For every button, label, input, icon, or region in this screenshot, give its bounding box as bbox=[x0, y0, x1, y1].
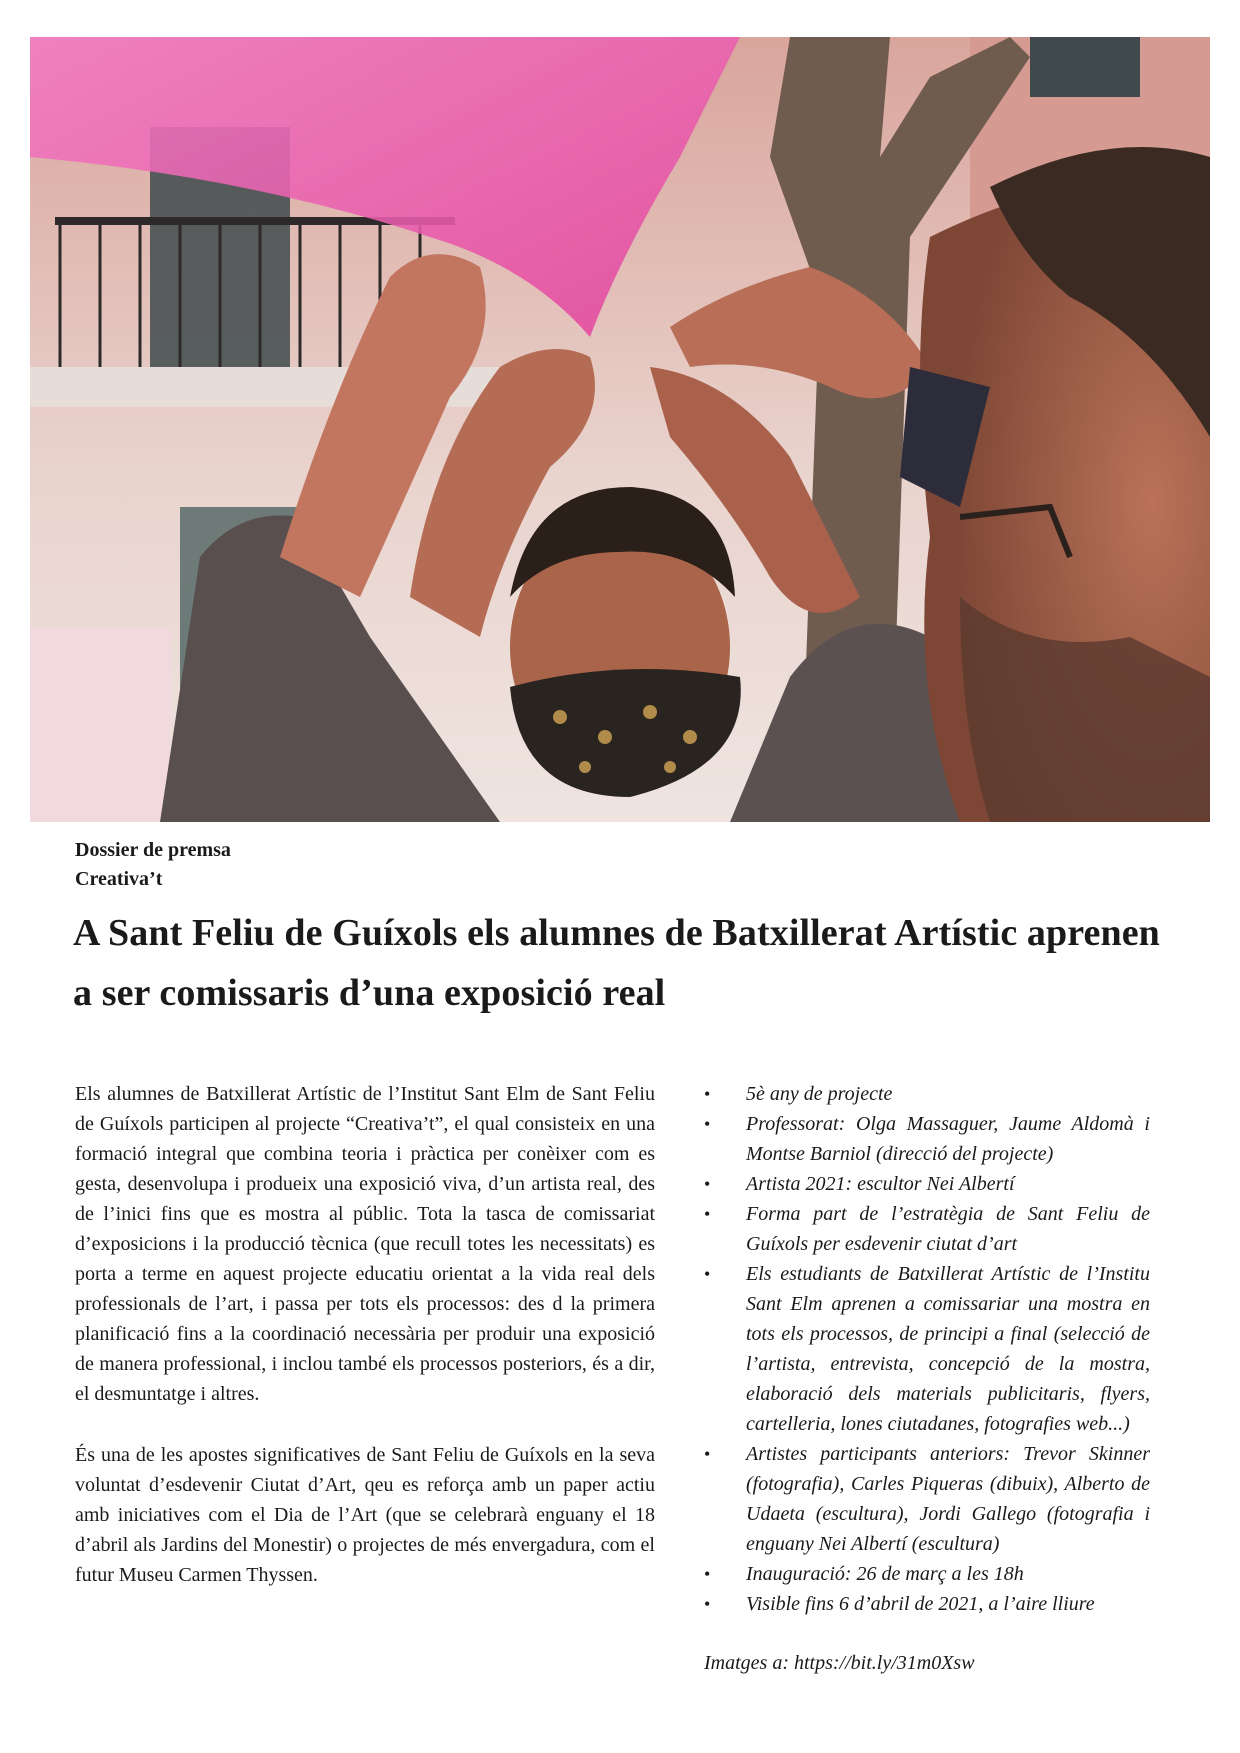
body-paragraph: És una de les apostes significatives de Sant Feliu de Guíxols en la seva voluntat d’esdevenir Ciutat d’Art, qeu es reforça amb un paper actiu amb iniciatives com el Dia de l’Art (que se celebrarà enguany el 18 d’abril als Jardins del Monestir) o projectes de més envergadura, com el futur Museu Carmen Thyssen. bbox=[75, 1444, 655, 1586]
kicker-label: Dossier de premsa bbox=[75, 839, 231, 861]
project-name: Creativa’t bbox=[75, 868, 163, 890]
body-text bbox=[75, 1079, 655, 1621]
fact-sidebar bbox=[700, 1079, 1150, 1678]
bullet-icon: • bbox=[704, 1174, 711, 1194]
body-paragraph: Els alumnes de Batxillerat Artístic de l’Institut Sant Elm de Sant Feliu de Guíxols participen al projecte “Creativa’t”, el qual consisteix en una formació integral que combina teoria i pràctica per conèixer com es gesta, desenvolupa i produeix una exposició viva, d’un artista real, des de l’inici fins que es mostra al públic. Tota la tasca de comissariat d’exposicions i la producció tècnica (que recull totes les necessitats) es porta a terme en aquest projecte educatiu orientat a la vida real dels professionals de l’art, i passa per tots els processos: des d la primera planificació fins a la coordinació necessària per produir una exposició de manera professional, i inclou també els processos posteriors, és a dir, el desmuntatge i altres. bbox=[75, 1083, 655, 1405]
fact-item bbox=[700, 1079, 1150, 1109]
fact-item bbox=[700, 1109, 1150, 1169]
fact-item bbox=[700, 1589, 1150, 1619]
fact-text: Els estudiants de Batxillerat Artístic de l’Institu Sant Elm aprenen a comissariar una mostra en tots els processos, de principi a final (selecció de l’artista, entrevista, concepció de la mostra, elaboració dels materials publicitaris, flyers, cartelleria, lones ciutadanes, fotografies web...) bbox=[746, 1263, 1150, 1435]
images-link[interactable]: Imatges a: https://bit.ly/31m0Xsw bbox=[704, 1652, 975, 1674]
bullet-icon: • bbox=[704, 1264, 711, 1284]
hero-photo-illustration bbox=[30, 37, 1210, 822]
fact-text: 5è any de projecte bbox=[746, 1083, 893, 1105]
fact-item bbox=[700, 1199, 1150, 1259]
fact-text: Artistes participants anteriors: Trevor Skinner (fotografia), Carles Piqueras (dibuix), Alberto de Udaeta (escultura), Jordi Gallego (fotografia i enguany Nei Albertí (escultura) bbox=[746, 1443, 1150, 1555]
fact-text: Visible fins 6 d’abril de 2021, a l’aire lliure bbox=[746, 1593, 1095, 1615]
fact-item bbox=[700, 1169, 1150, 1199]
fact-item bbox=[700, 1259, 1150, 1439]
bullet-icon: • bbox=[704, 1204, 711, 1224]
bullet-icon: • bbox=[704, 1444, 711, 1464]
bullet-icon: • bbox=[704, 1594, 711, 1614]
fact-item bbox=[700, 1559, 1150, 1589]
bullet-icon: • bbox=[704, 1114, 711, 1134]
fact-item bbox=[700, 1439, 1150, 1559]
bullet-icon: • bbox=[704, 1084, 711, 1104]
fact-text: Inauguració: 26 de març a les 18h bbox=[746, 1563, 1024, 1585]
fact-text: Artista 2021: escultor Nei Albertí bbox=[746, 1173, 1015, 1195]
fact-text: Forma part de l’estratègia de Sant Feliu de Guíxols per esdevenir ciutat d’art bbox=[746, 1203, 1150, 1255]
fact-text: Professorat: Olga Massaguer, Jaume Aldomà i Montse Barniol (direcció del projecte) bbox=[746, 1113, 1150, 1165]
page-title: A Sant Feliu de Guíxols els alumnes de Batxillerat Artístic aprenen a ser comissaris d’una exposició real bbox=[73, 912, 1160, 1014]
fact-list bbox=[700, 1079, 1150, 1619]
bullet-icon: • bbox=[704, 1564, 711, 1584]
hero-photo bbox=[30, 37, 1210, 822]
kicker bbox=[75, 836, 231, 894]
